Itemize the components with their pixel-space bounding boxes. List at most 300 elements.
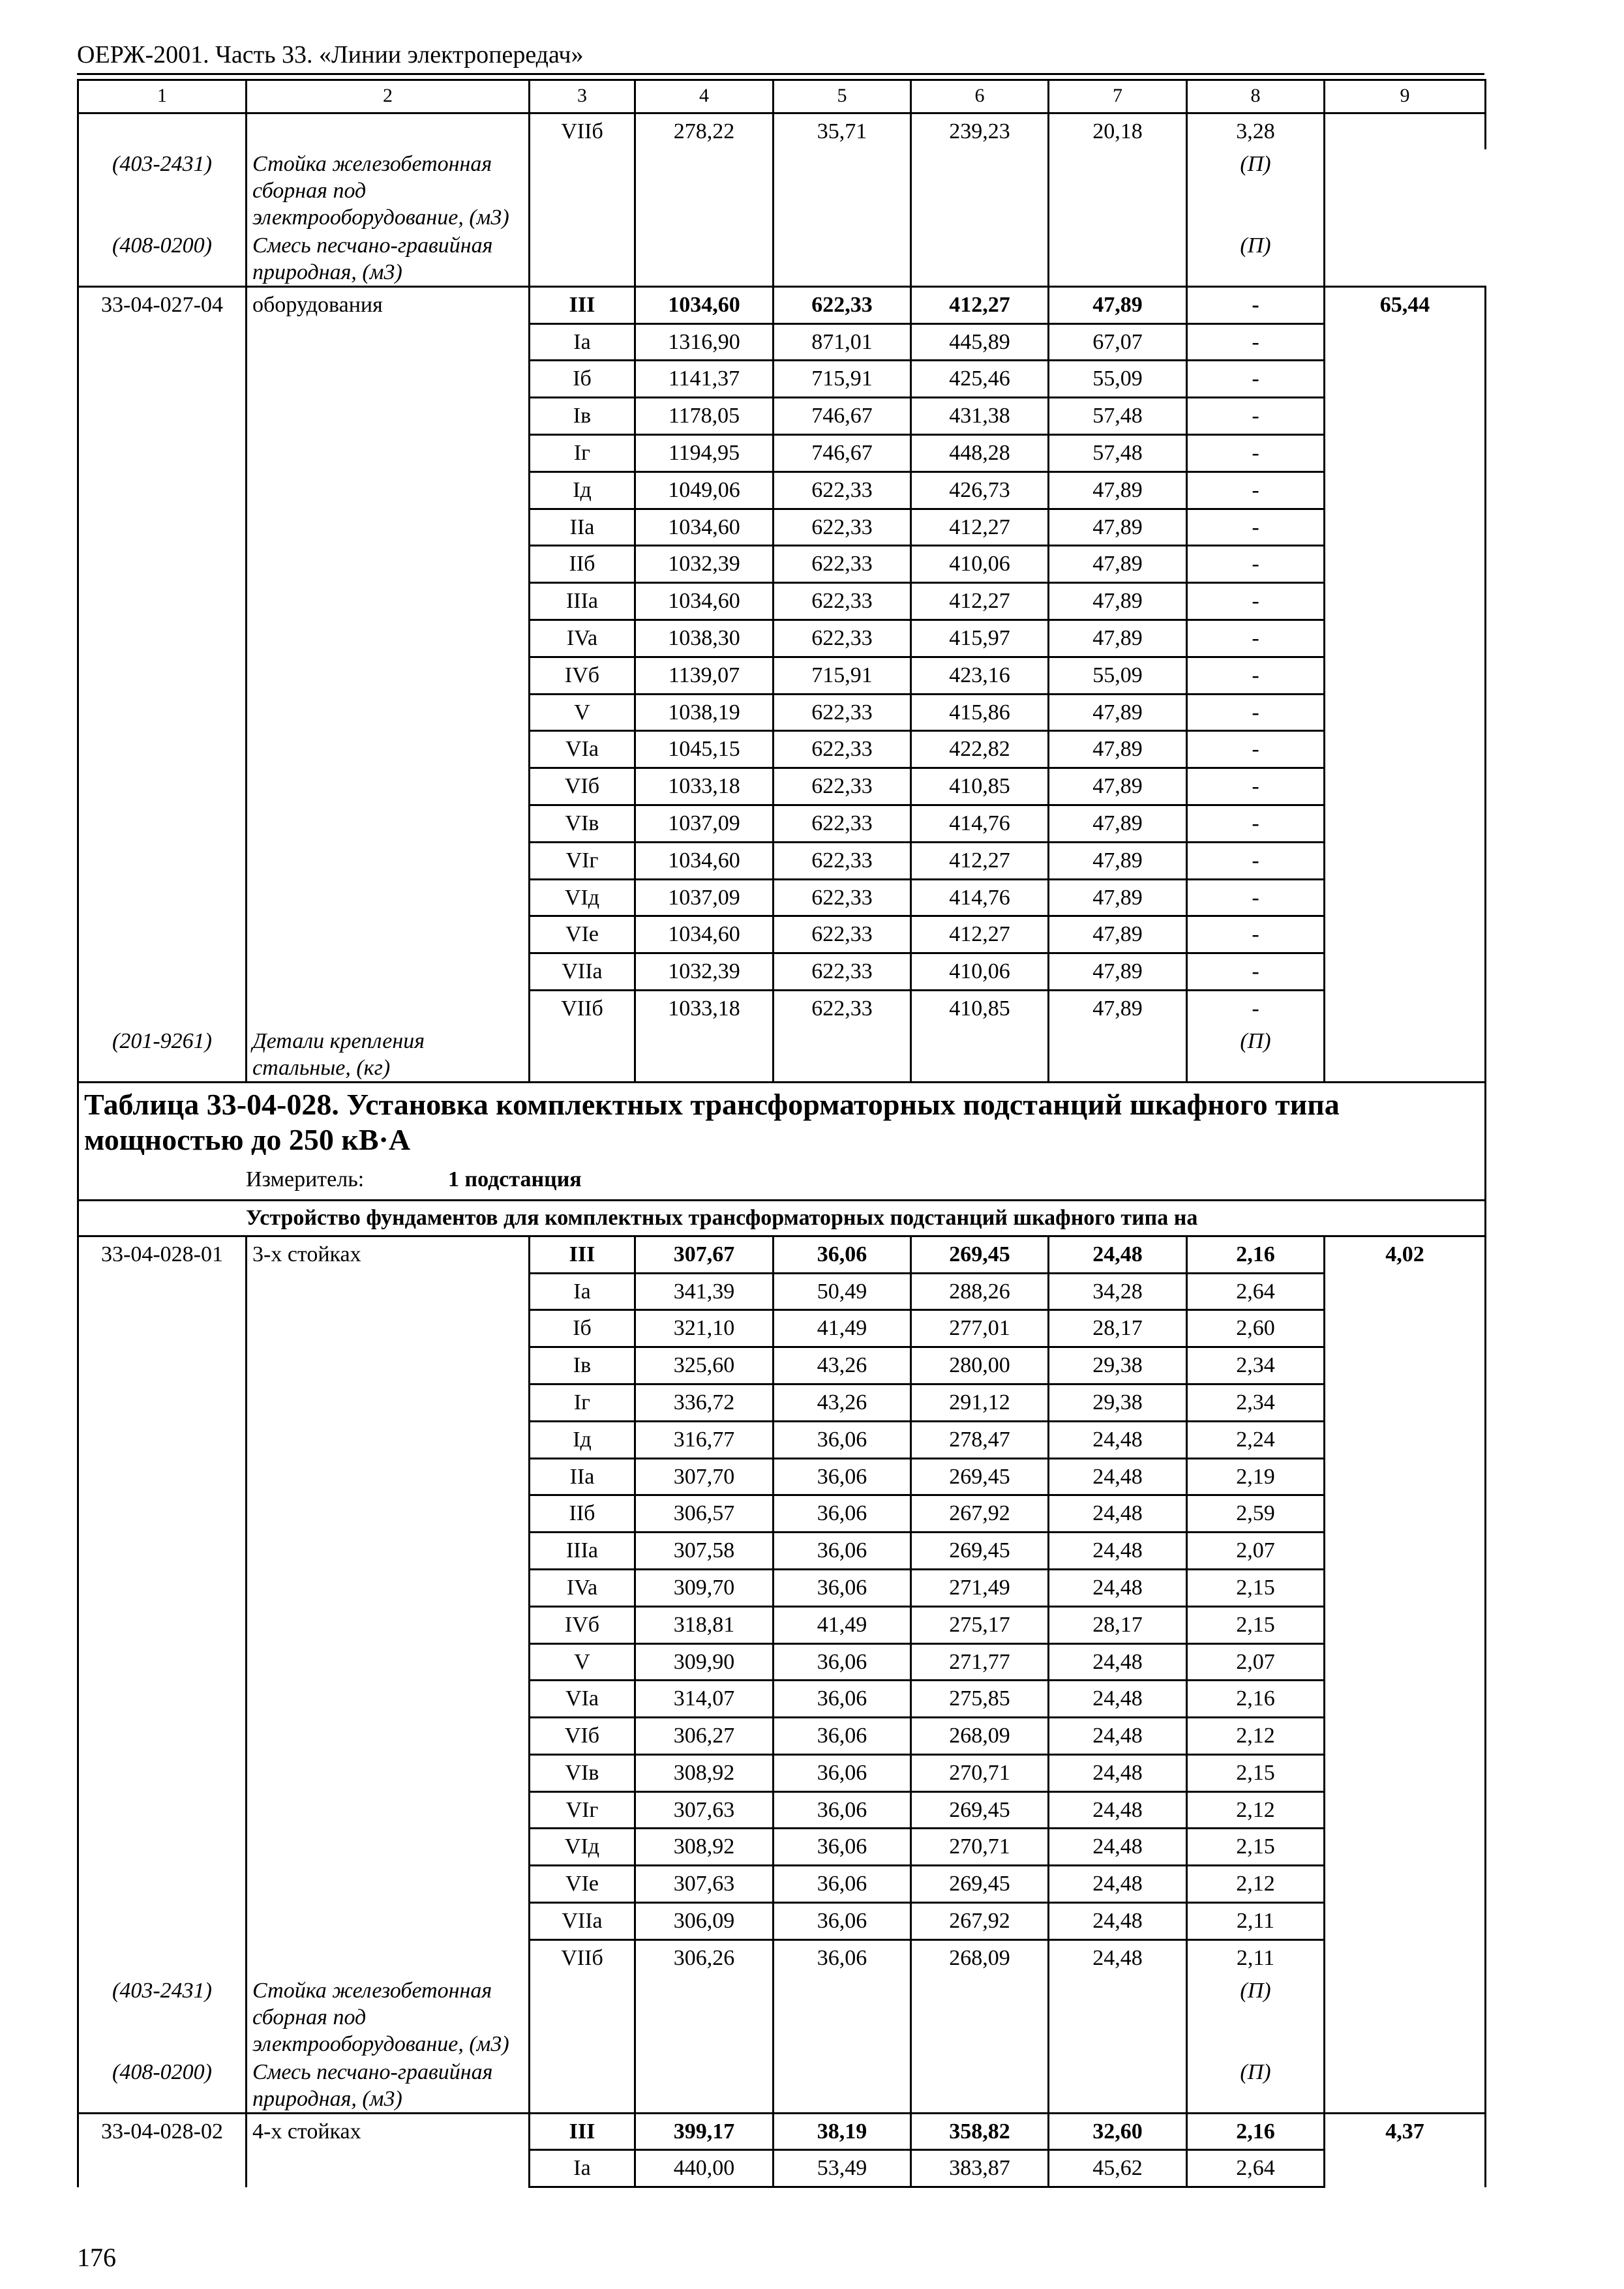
labor-total: 65,44 xyxy=(1325,286,1486,1082)
empty-cell xyxy=(530,2057,635,2114)
value-cell: 309,70 xyxy=(635,1569,774,1606)
rate-name: оборудования xyxy=(247,286,530,1026)
value-cell: - xyxy=(1187,990,1325,1026)
labor-total: 4,02 xyxy=(1325,1236,1486,2113)
zone-cell: IVa xyxy=(530,620,635,657)
value-cell: 622,33 xyxy=(774,583,911,620)
zone-cell: Iв xyxy=(530,398,635,435)
value-cell: 45,62 xyxy=(1049,2150,1187,2187)
value-cell: 24,48 xyxy=(1049,1236,1187,1273)
zone-cell: Ia xyxy=(530,2150,635,2187)
empty-cell xyxy=(635,1976,774,2057)
value-cell: 2,12 xyxy=(1187,1866,1325,1903)
column-header-2: 2 xyxy=(247,80,530,113)
value-cell: 316,77 xyxy=(635,1421,774,1458)
value-cell: 1033,18 xyxy=(635,768,774,805)
value-cell: 1139,07 xyxy=(635,657,774,694)
value-cell: - xyxy=(1187,842,1325,879)
value-cell: 291,12 xyxy=(911,1384,1049,1421)
value-cell: 2,64 xyxy=(1187,2150,1325,2187)
value-cell: 622,33 xyxy=(774,916,911,953)
value-cell: 306,57 xyxy=(635,1495,774,1533)
material-code: (403-2431) xyxy=(78,1976,247,2057)
value-cell: 1316,90 xyxy=(635,323,774,361)
empty-cell xyxy=(1325,113,1486,149)
value-cell: 321,10 xyxy=(635,1310,774,1347)
zone-cell: IIб xyxy=(530,1495,635,1533)
value-cell: 622,33 xyxy=(774,805,911,842)
value-cell: 29,38 xyxy=(1049,1384,1187,1421)
value-cell: 410,85 xyxy=(911,990,1049,1026)
value-cell: 267,92 xyxy=(911,1495,1049,1533)
value-cell: 36,06 xyxy=(774,1458,911,1495)
value-cell: 622,33 xyxy=(774,509,911,546)
value-cell: 426,73 xyxy=(911,471,1049,509)
material-row xyxy=(78,2057,1486,2114)
value-cell: 275,85 xyxy=(911,1681,1049,1718)
zone-cell: III xyxy=(530,2113,635,2150)
value-cell: - xyxy=(1187,879,1325,916)
empty-cell xyxy=(911,2057,1049,2114)
value-cell: 267,92 xyxy=(911,1903,1049,1940)
value-cell: 32,60 xyxy=(1049,2113,1187,2150)
table-title: Таблица 33-04-028. Установка комплектных трансформаторных подстанций шкафного типа мощностью до 250 кВ·А xyxy=(78,1082,1486,1161)
meter-row xyxy=(78,1161,1486,1201)
value-cell: 2,16 xyxy=(1187,2113,1325,2150)
value-cell: 2,15 xyxy=(1187,1829,1325,1866)
value-cell: 622,33 xyxy=(774,990,911,1026)
value-cell: 47,89 xyxy=(1049,990,1187,1026)
rate-name: 3-х стойках xyxy=(247,1236,530,1975)
rate-code: 33-04-027-04 xyxy=(78,286,247,1026)
value-cell: 383,87 xyxy=(911,2150,1049,2187)
zone-cell: Iд xyxy=(530,1421,635,1458)
value-cell: - xyxy=(1187,805,1325,842)
value-cell: 47,89 xyxy=(1049,916,1187,953)
rates-table-body xyxy=(78,80,1486,2187)
value-cell: 47,89 xyxy=(1049,583,1187,620)
value-cell: 269,45 xyxy=(911,1236,1049,1273)
value-cell: 341,39 xyxy=(635,1273,774,1310)
value-cell: 1032,39 xyxy=(635,546,774,583)
value-cell: 415,86 xyxy=(911,694,1049,731)
value-cell: - xyxy=(1187,323,1325,361)
value-cell: 2,60 xyxy=(1187,1310,1325,1347)
column-header-3: 3 xyxy=(530,80,635,113)
value-cell: 1045,15 xyxy=(635,731,774,768)
empty-cell xyxy=(247,113,530,149)
zone-cell: IIa xyxy=(530,1458,635,1495)
table-row xyxy=(78,113,1486,149)
empty-cell xyxy=(530,1976,635,2057)
value-cell: 399,17 xyxy=(635,2113,774,2150)
empty-cell xyxy=(1049,2057,1187,2114)
value-cell: 1038,19 xyxy=(635,694,774,731)
value-cell: 622,33 xyxy=(774,694,911,731)
value-cell: 2,12 xyxy=(1187,1791,1325,1829)
value-cell: - xyxy=(1187,398,1325,435)
value-cell: 425,46 xyxy=(911,361,1049,398)
empty-cell xyxy=(1049,1026,1187,1083)
table-row xyxy=(78,2113,1486,2150)
meter-label: Измеритель: xyxy=(246,1167,365,1191)
meter-value: 1 подстанция xyxy=(448,1167,582,1191)
value-cell: 307,70 xyxy=(635,1458,774,1495)
table-row xyxy=(78,1236,1486,1273)
value-cell: 55,09 xyxy=(1049,361,1187,398)
value-cell: 410,06 xyxy=(911,546,1049,583)
value-cell: 308,92 xyxy=(635,1754,774,1791)
value-cell: 2,11 xyxy=(1187,1939,1325,1975)
value-cell: 41,49 xyxy=(774,1606,911,1643)
value-cell: 239,23 xyxy=(911,113,1049,149)
empty-cell xyxy=(911,1976,1049,2057)
value-cell: 24,48 xyxy=(1049,1866,1187,1903)
value-cell: 47,89 xyxy=(1049,509,1187,546)
value-cell: 307,67 xyxy=(635,1236,774,1273)
value-cell: 24,48 xyxy=(1049,1533,1187,1570)
value-cell: 306,09 xyxy=(635,1903,774,1940)
value-cell: 24,48 xyxy=(1049,1718,1187,1755)
value-cell: 269,45 xyxy=(911,1866,1049,1903)
value-cell: 50,49 xyxy=(774,1273,911,1310)
material-name: Смесь песчано-гравийная природная, (м3) xyxy=(247,231,530,287)
value-cell: 275,17 xyxy=(911,1606,1049,1643)
value-cell: 1034,60 xyxy=(635,842,774,879)
empty-cell xyxy=(530,1026,635,1083)
value-cell: 36,06 xyxy=(774,1569,911,1606)
zone-cell: VIe xyxy=(530,1866,635,1903)
value-cell: 412,27 xyxy=(911,916,1049,953)
zone-cell: V xyxy=(530,694,635,731)
material-row xyxy=(78,1026,1486,1083)
value-cell: 307,63 xyxy=(635,1791,774,1829)
value-cell: - xyxy=(1187,768,1325,805)
value-cell: 24,48 xyxy=(1049,1939,1187,1975)
value-cell: 415,97 xyxy=(911,620,1049,657)
column-header-9: 9 xyxy=(1325,80,1486,113)
value-cell: 36,06 xyxy=(774,1643,911,1681)
zone-cell: VIa xyxy=(530,731,635,768)
value-cell: 412,27 xyxy=(911,842,1049,879)
value-cell: 2,64 xyxy=(1187,1273,1325,1310)
empty-cell xyxy=(911,231,1049,287)
value-cell: 24,48 xyxy=(1049,1458,1187,1495)
value-cell: 36,06 xyxy=(774,1939,911,1975)
zone-cell: VIв xyxy=(530,1754,635,1791)
value-cell: 306,26 xyxy=(635,1939,774,1975)
column-header-row xyxy=(78,80,1486,113)
value-cell: 358,82 xyxy=(911,2113,1049,2150)
value-cell: - xyxy=(1187,471,1325,509)
value-cell: 34,28 xyxy=(1049,1273,1187,1310)
value-cell: - xyxy=(1187,953,1325,991)
value-cell: 308,92 xyxy=(635,1829,774,1866)
value-cell: 318,81 xyxy=(635,1606,774,1643)
value-cell: 47,89 xyxy=(1049,953,1187,991)
value-cell: 43,26 xyxy=(774,1384,911,1421)
value-cell: 24,48 xyxy=(1049,1681,1187,1718)
value-cell: 36,06 xyxy=(774,1754,911,1791)
value-cell: 622,33 xyxy=(774,768,911,805)
material-code: (408-0200) xyxy=(78,231,247,287)
value-cell: 268,09 xyxy=(911,1939,1049,1975)
value-cell: 268,09 xyxy=(911,1718,1049,1755)
value-cell: 2,34 xyxy=(1187,1384,1325,1421)
value-cell: 622,33 xyxy=(774,286,911,323)
value-cell: 20,18 xyxy=(1049,113,1187,149)
zone-cell: III xyxy=(530,286,635,323)
value-cell: 1032,39 xyxy=(635,953,774,991)
zone-cell: IVa xyxy=(530,1569,635,1606)
value-cell: 1034,60 xyxy=(635,509,774,546)
value-cell: 746,67 xyxy=(774,434,911,471)
zone-cell: IIa xyxy=(530,509,635,546)
table-title-row xyxy=(78,1082,1486,1161)
value-cell: 29,38 xyxy=(1049,1347,1187,1384)
zone-cell: VIб xyxy=(530,768,635,805)
empty-cell xyxy=(78,113,247,149)
zone-cell: Iб xyxy=(530,1310,635,1347)
zone-cell: VIIб xyxy=(530,113,635,149)
value-cell: 2,19 xyxy=(1187,1458,1325,1495)
value-cell: 1033,18 xyxy=(635,990,774,1026)
value-cell: 412,27 xyxy=(911,583,1049,620)
zone-cell: IVб xyxy=(530,657,635,694)
value-cell: 53,49 xyxy=(774,2150,911,2187)
zone-cell: VIIб xyxy=(530,1939,635,1975)
value-cell: 270,71 xyxy=(911,1754,1049,1791)
value-cell: 67,07 xyxy=(1049,323,1187,361)
value-cell: - xyxy=(1187,731,1325,768)
zone-cell: VIв xyxy=(530,805,635,842)
value-cell: 1141,37 xyxy=(635,361,774,398)
value-cell: 278,47 xyxy=(911,1421,1049,1458)
zone-cell: VIa xyxy=(530,1681,635,1718)
zone-cell: VIб xyxy=(530,1718,635,1755)
value-cell: 622,33 xyxy=(774,879,911,916)
value-cell: 314,07 xyxy=(635,1681,774,1718)
empty-cell xyxy=(774,1026,911,1083)
value-cell: 307,58 xyxy=(635,1533,774,1570)
value-cell: 325,60 xyxy=(635,1347,774,1384)
value-cell: 423,16 xyxy=(911,657,1049,694)
value-cell: 47,89 xyxy=(1049,471,1187,509)
value-cell: 307,63 xyxy=(635,1866,774,1903)
value-cell: 24,48 xyxy=(1049,1829,1187,1866)
column-header-4: 4 xyxy=(635,80,774,113)
value-cell: 36,06 xyxy=(774,1421,911,1458)
page-header: ОЕРЖ-2001. Часть 33. «Линии электропередач» xyxy=(77,41,584,68)
value-cell: 715,91 xyxy=(774,657,911,694)
value-cell: 412,27 xyxy=(911,286,1049,323)
value-cell: 2,15 xyxy=(1187,1606,1325,1643)
zone-cell: VIe xyxy=(530,916,635,953)
value-cell: - xyxy=(1187,916,1325,953)
zone-cell: V xyxy=(530,1643,635,1681)
zone-cell: IIб xyxy=(530,546,635,583)
zone-cell: Iг xyxy=(530,434,635,471)
value-cell: 277,01 xyxy=(911,1310,1049,1347)
value-cell: - xyxy=(1187,657,1325,694)
value-cell: 36,06 xyxy=(774,1236,911,1273)
value-cell: 1037,09 xyxy=(635,805,774,842)
value-cell: 271,49 xyxy=(911,1569,1049,1606)
zone-cell: VIг xyxy=(530,1791,635,1829)
value-cell: 36,06 xyxy=(774,1495,911,1533)
value-cell: 448,28 xyxy=(911,434,1049,471)
value-cell: 36,06 xyxy=(774,1681,911,1718)
empty-cell xyxy=(774,149,911,231)
value-cell: 410,85 xyxy=(911,768,1049,805)
value-cell: 410,06 xyxy=(911,953,1049,991)
value-cell: 1178,05 xyxy=(635,398,774,435)
empty-cell xyxy=(635,149,774,231)
value-cell: - xyxy=(1187,361,1325,398)
rate-code: 33-04-028-02 xyxy=(78,2113,247,2187)
value-cell: 1194,95 xyxy=(635,434,774,471)
value-cell: 269,45 xyxy=(911,1458,1049,1495)
value-cell: - xyxy=(1187,620,1325,657)
value-cell: 24,48 xyxy=(1049,1569,1187,1606)
material-row xyxy=(78,231,1486,287)
value-cell: 43,26 xyxy=(774,1347,911,1384)
value-cell: 269,45 xyxy=(911,1533,1049,1570)
zone-cell: IIIa xyxy=(530,583,635,620)
value-cell: 47,89 xyxy=(1049,546,1187,583)
value-cell: 622,33 xyxy=(774,471,911,509)
value-cell: 36,06 xyxy=(774,1533,911,1570)
value-cell: 622,33 xyxy=(774,842,911,879)
value-cell: 57,48 xyxy=(1049,434,1187,471)
zone-cell: VIIa xyxy=(530,1903,635,1940)
value-cell: 2,11 xyxy=(1187,1903,1325,1940)
material-code: (408-0200) xyxy=(78,2057,247,2114)
empty-cell xyxy=(530,149,635,231)
column-header-1: 1 xyxy=(78,80,247,113)
value-cell: 24,48 xyxy=(1049,1791,1187,1829)
value-cell: 28,17 xyxy=(1049,1606,1187,1643)
meter-cell xyxy=(78,1161,1486,1201)
value-cell: - xyxy=(1187,509,1325,546)
value-cell: - xyxy=(1187,546,1325,583)
value-cell: 2,12 xyxy=(1187,1718,1325,1755)
table-row xyxy=(78,286,1486,323)
empty-cell xyxy=(530,231,635,287)
value-cell: - xyxy=(1187,286,1325,323)
rate-code: 33-04-028-01 xyxy=(78,1236,247,1975)
value-cell: 288,26 xyxy=(911,1273,1049,1310)
empty-cell xyxy=(774,2057,911,2114)
value-cell: 440,00 xyxy=(635,2150,774,2187)
material-name: Смесь песчано-гравийная природная, (м3) xyxy=(247,2057,530,2114)
value-cell: 746,67 xyxy=(774,398,911,435)
value-cell: 2,24 xyxy=(1187,1421,1325,1458)
value-cell: 2,15 xyxy=(1187,1754,1325,1791)
value-cell: 47,89 xyxy=(1049,768,1187,805)
value-cell: 622,33 xyxy=(774,546,911,583)
empty-cell xyxy=(911,149,1049,231)
value-cell: 1037,09 xyxy=(635,879,774,916)
column-header-5: 5 xyxy=(774,80,911,113)
page-number: 176 xyxy=(77,2243,116,2272)
value-cell: 47,89 xyxy=(1049,620,1187,657)
value-cell: 2,16 xyxy=(1187,1236,1325,1273)
empty-cell xyxy=(774,1976,911,2057)
value-cell: 47,89 xyxy=(1049,879,1187,916)
empty-cell xyxy=(774,231,911,287)
value-cell: 55,09 xyxy=(1049,657,1187,694)
value-cell: 47,89 xyxy=(1049,842,1187,879)
value-cell: 270,71 xyxy=(911,1829,1049,1866)
empty-cell xyxy=(1049,1976,1187,2057)
value-cell: 715,91 xyxy=(774,361,911,398)
value-cell: 3,28 xyxy=(1187,113,1325,149)
value-cell: 41,49 xyxy=(774,1310,911,1347)
zone-cell: Iг xyxy=(530,1384,635,1421)
zone-cell: IVб xyxy=(530,1606,635,1643)
value-cell: 24,48 xyxy=(1049,1421,1187,1458)
zone-cell: Ia xyxy=(530,1273,635,1310)
value-cell: 414,76 xyxy=(911,805,1049,842)
empty-cell xyxy=(1049,231,1187,287)
material-name: Стойка железобетонная сборная под электрооборудование, (м3) xyxy=(247,149,530,231)
value-cell: 271,77 xyxy=(911,1643,1049,1681)
material-unit-flag: (П) xyxy=(1187,1026,1325,1083)
labor-total: 4,37 xyxy=(1325,2113,1486,2187)
value-cell: 306,27 xyxy=(635,1718,774,1755)
column-header-7: 7 xyxy=(1049,80,1187,113)
value-cell: 36,06 xyxy=(774,1718,911,1755)
value-cell: 24,48 xyxy=(1049,1754,1187,1791)
header-rule xyxy=(77,73,1484,75)
section-title: Устройство фундаментов для комплектных трансформаторных подстанций шкафного типа на xyxy=(78,1200,1486,1236)
value-cell: 2,07 xyxy=(1187,1533,1325,1570)
value-cell: 269,45 xyxy=(911,1791,1049,1829)
value-cell: 2,15 xyxy=(1187,1569,1325,1606)
value-cell: 622,33 xyxy=(774,953,911,991)
value-cell: 1034,60 xyxy=(635,583,774,620)
value-cell: 1038,30 xyxy=(635,620,774,657)
zone-cell: Ia xyxy=(530,323,635,361)
material-unit-flag: (П) xyxy=(1187,149,1325,231)
value-cell: 36,06 xyxy=(774,1866,911,1903)
value-cell: 36,06 xyxy=(774,1903,911,1940)
value-cell: 280,00 xyxy=(911,1347,1049,1384)
zone-cell: VIд xyxy=(530,879,635,916)
empty-cell xyxy=(1049,149,1187,231)
material-code: (403-2431) xyxy=(78,149,247,231)
zone-cell: VIг xyxy=(530,842,635,879)
value-cell: 2,07 xyxy=(1187,1643,1325,1681)
value-cell: 35,71 xyxy=(774,113,911,149)
value-cell: 36,06 xyxy=(774,1791,911,1829)
value-cell: 622,33 xyxy=(774,731,911,768)
value-cell: 414,76 xyxy=(911,879,1049,916)
value-cell: 57,48 xyxy=(1049,398,1187,435)
value-cell: 24,48 xyxy=(1049,1903,1187,1940)
value-cell: - xyxy=(1187,694,1325,731)
material-unit-flag: (П) xyxy=(1187,1976,1325,2057)
value-cell: 422,82 xyxy=(911,731,1049,768)
empty-cell xyxy=(911,1026,1049,1083)
value-cell: 412,27 xyxy=(911,509,1049,546)
value-cell: 1049,06 xyxy=(635,471,774,509)
value-cell: 47,89 xyxy=(1049,286,1187,323)
value-cell: 38,19 xyxy=(774,2113,911,2150)
value-cell: 1034,60 xyxy=(635,916,774,953)
material-code: (201-9261) xyxy=(78,1026,247,1083)
